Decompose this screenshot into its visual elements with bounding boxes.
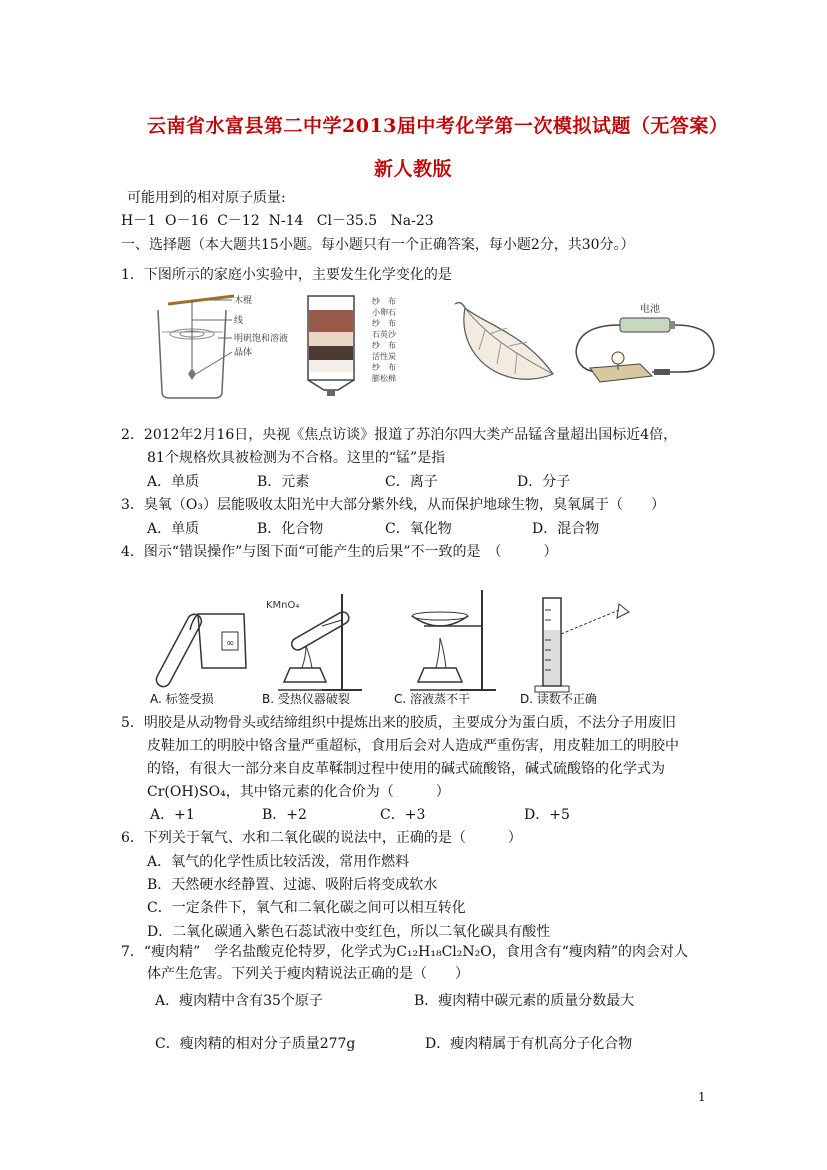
atomic-mass-values: H－1 O－16 C－12 N-14 Cl－35.5 Na-23 [121, 213, 434, 229]
q1-stem: 1．下图所示的家庭小实验中，主要发生化学变化的是 [121, 267, 452, 283]
label-thread: 线 [234, 316, 244, 326]
q3-option-b[interactable]: B．化合物 [257, 521, 324, 537]
atomic-mass-heading: 可能用到的相对原子质量: [127, 190, 286, 206]
q7-option-a[interactable]: A．瘦肉精中含有35个原子 [155, 993, 323, 1009]
svg-text:∞: ∞ [226, 638, 235, 649]
q6-option-c[interactable]: C．一定条件下，氧气和二氧化碳之间可以相互转化 [147, 900, 466, 916]
q4-label-d: D. 读数不正确 [520, 692, 597, 706]
q3-option-a[interactable]: A．单质 [147, 521, 200, 537]
label-filter-4: 石英沙 [372, 330, 396, 339]
q7-option-b[interactable]: B．瘦肉精中碳元素的质量分数最大 [414, 993, 635, 1009]
label-filter-3: 纱 布 [372, 319, 396, 328]
q4-figure-a-pouring [148, 590, 258, 700]
label-alum-solution: 明矾饱和溶液 [234, 334, 289, 344]
label-filter-8: 膨松棉 [372, 374, 396, 383]
q4-label-b: B. 受热仪器破裂 [262, 692, 350, 706]
q5-stem-line4: Cr(OH)SO₄，其中铬元素的化合价为（ ） [147, 784, 450, 800]
q2-option-c[interactable]: C．离子 [385, 474, 438, 490]
q7-stem-line2: 体产生危害。下列关于瘦肉精说法正确的是（ ） [147, 966, 469, 982]
page-number: 1 [698, 1090, 706, 1104]
q3-option-d[interactable]: D．混合物 [532, 521, 600, 537]
q7-option-d[interactable]: D．瘦肉精属于有机高分子化合物 [425, 1036, 633, 1052]
q5-option-a[interactable]: A．+1 [150, 807, 195, 823]
q5-stem-line3: 的铬，有很大一部分来自皮革鞣制过程中使用的碱式硫酸铬，碱式硫酸铬的化学式为 [147, 761, 665, 777]
label-filter-6: 活性炭 [372, 352, 396, 361]
q5-option-d[interactable]: D．+5 [524, 807, 570, 823]
label-filter-7: 纱 布 [372, 363, 396, 372]
label-filter-5: 纱 布 [372, 341, 396, 350]
q4-label-a: A. 标签受损 [150, 692, 214, 706]
q5-option-c[interactable]: C．+3 [380, 807, 426, 823]
label-filter-1: 纱 布 [372, 297, 396, 306]
q4-stem: 4．图示“错误操作”与图下面“可能产生的后果”不一致的是 （ ） [121, 544, 558, 560]
doc-title-line1: 云南省水富县第二中学2013届中考化学第一次模拟试题（无答案） [147, 115, 729, 137]
label-filter-2: 小卵石 [372, 308, 396, 317]
q7-option-c[interactable]: C．瘦肉精的相对分子质量277g [155, 1036, 356, 1052]
q1-figure-water-filter [300, 294, 440, 396]
q3-option-c[interactable]: C．氧化物 [385, 521, 452, 537]
q6-option-b[interactable]: B．天然硬水经静置、过滤、吸附后将变成软水 [147, 877, 438, 893]
q5-option-b[interactable]: B．+2 [262, 807, 307, 823]
q1-figure-crystal-beaker [148, 292, 298, 404]
q4-figure-d-cylinder [525, 590, 635, 700]
q5-stem-line1: 5．明胶是从动物骨头或结缔组织中提炼出来的胶质，主要成分为蛋白质，不法分子用废旧 [121, 715, 676, 731]
q3-stem: 3．臭氧（O₃）层能吸收太阳光中大部分紫外线，从而保护地球生物，臭氧属于（ ） [121, 497, 665, 513]
q4-figure-b-heating [262, 590, 377, 700]
q2-stem-line2: 81个规格炊具被检测为不合格。这里的“锰”是指 [147, 450, 446, 466]
q5-stem-line2: 皮鞋加工的明胶中铬含量严重超标，食用后会对人造成严重伤害，用皮鞋加工的明胶中 [147, 738, 679, 754]
q4-figure-c-evaporation [400, 586, 500, 700]
doc-title-line2: 新人教版 [374, 158, 453, 180]
label-stick: 木棍 [234, 296, 253, 306]
q1-figure-leaf [445, 294, 560, 394]
q6-option-a[interactable]: A．氧气的化学性质比较活泼，常用作燃料 [147, 854, 410, 870]
q2-stem-line1: 2．2012年2月16日，央视《焦点访谈》报道了苏泊尔四大类产品锰含量超出国标近4倍， [121, 427, 678, 443]
section-heading: 一、选择题（本大题共15小题。每小题只有一个正确答案，每小题2分，共30分。） [121, 237, 635, 253]
label-battery: 电池 [640, 304, 660, 315]
kmno4-label: KMnO₄ [266, 600, 300, 611]
q6-option-d[interactable]: D．二氧化碳通入紫色石蕊试液中变红色，所以二氧化碳具有酸性 [147, 924, 551, 940]
q2-option-a[interactable]: A．单质 [147, 474, 200, 490]
q4-label-c: C. 溶液蒸不干 [394, 692, 471, 706]
q1-figure-circuit [570, 300, 720, 388]
label-crystal: 晶体 [234, 348, 253, 358]
q2-option-b[interactable]: B．元素 [257, 474, 310, 490]
q2-option-d[interactable]: D．分子 [517, 474, 571, 490]
q7-stem-line1: 7．“瘦肉精” 学名盐酸克伦特罗，化学式为C₁₂H₁₈Cl₂N₂O，食用含有“瘦肉精”的肉会对人 [121, 944, 689, 960]
q6-stem: 6．下列关于氧气、水和二氧化碳的说法中，正确的是（ ） [121, 830, 522, 846]
